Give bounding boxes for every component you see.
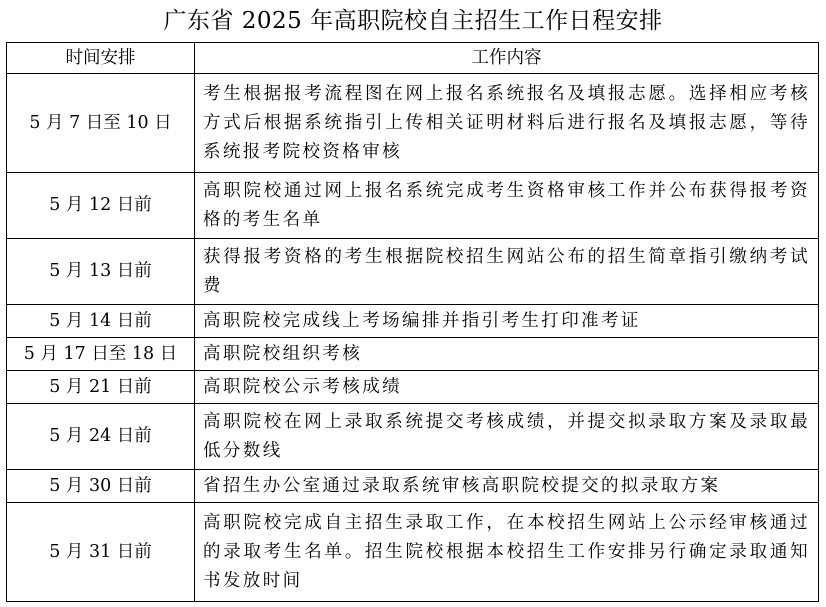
row-content: 高职院校完成线上考场编排并指引考生打印准考证 bbox=[195, 305, 819, 338]
table-row bbox=[7, 338, 819, 371]
table-row bbox=[7, 239, 819, 305]
row-time: 5 月 14 日前 bbox=[7, 305, 195, 338]
row-content: 高职院校公示考核成绩 bbox=[195, 371, 819, 404]
row-content: 获得报考资格的考生根据院校招生网站公布的招生简章指引缴纳考试费 bbox=[195, 239, 819, 305]
row-time: 5 月 21 日前 bbox=[7, 371, 195, 404]
row-content: 高职院校通过网上报名系统完成考生资格审核工作并公布获得报考资格的考生名单 bbox=[195, 173, 819, 239]
page-title: 广东省 2025 年高职院校自主招生工作日程安排 bbox=[163, 8, 663, 34]
row-time: 5 月 31 日前 bbox=[7, 503, 195, 602]
row-content: 考生根据报考流程图在网上报名系统报名及填报志愿。选择相应考核方式后根据系统指引上传相关证明材料后进行报名及填报志愿，等待系统报考院校资格审核 bbox=[195, 74, 819, 173]
row-time: 5 月 12 日前 bbox=[7, 173, 195, 239]
header-content: 工作内容 bbox=[195, 43, 819, 74]
schedule-table bbox=[6, 42, 819, 602]
row-time: 5 月 7 日至 10 日 bbox=[7, 74, 195, 173]
table-row bbox=[7, 503, 819, 602]
header-time: 时间安排 bbox=[7, 43, 195, 74]
row-content: 高职院校完成自主招生录取工作，在本校招生网站上公示经审核通过的录取考生名单。招生院校根据本校招生工作安排另行确定录取通知书发放时间 bbox=[195, 503, 819, 602]
row-content: 高职院校在网上录取系统提交考核成绩，并提交拟录取方案及录取最低分数线 bbox=[195, 404, 819, 470]
table-row bbox=[7, 371, 819, 404]
row-time: 5 月 24 日前 bbox=[7, 404, 195, 470]
row-time: 5 月 30 日前 bbox=[7, 470, 195, 503]
row-content: 高职院校组织考核 bbox=[195, 338, 819, 371]
table-row bbox=[7, 470, 819, 503]
table-row bbox=[7, 404, 819, 470]
table-row bbox=[7, 74, 819, 173]
row-time: 5 月 17 日至 18 日 bbox=[7, 338, 195, 371]
row-content: 省招生办公室通过录取系统审核高职院校提交的拟录取方案 bbox=[195, 470, 819, 503]
table-row bbox=[7, 173, 819, 239]
row-time: 5 月 13 日前 bbox=[7, 239, 195, 305]
table-row bbox=[7, 305, 819, 338]
table-header-row bbox=[7, 43, 819, 74]
